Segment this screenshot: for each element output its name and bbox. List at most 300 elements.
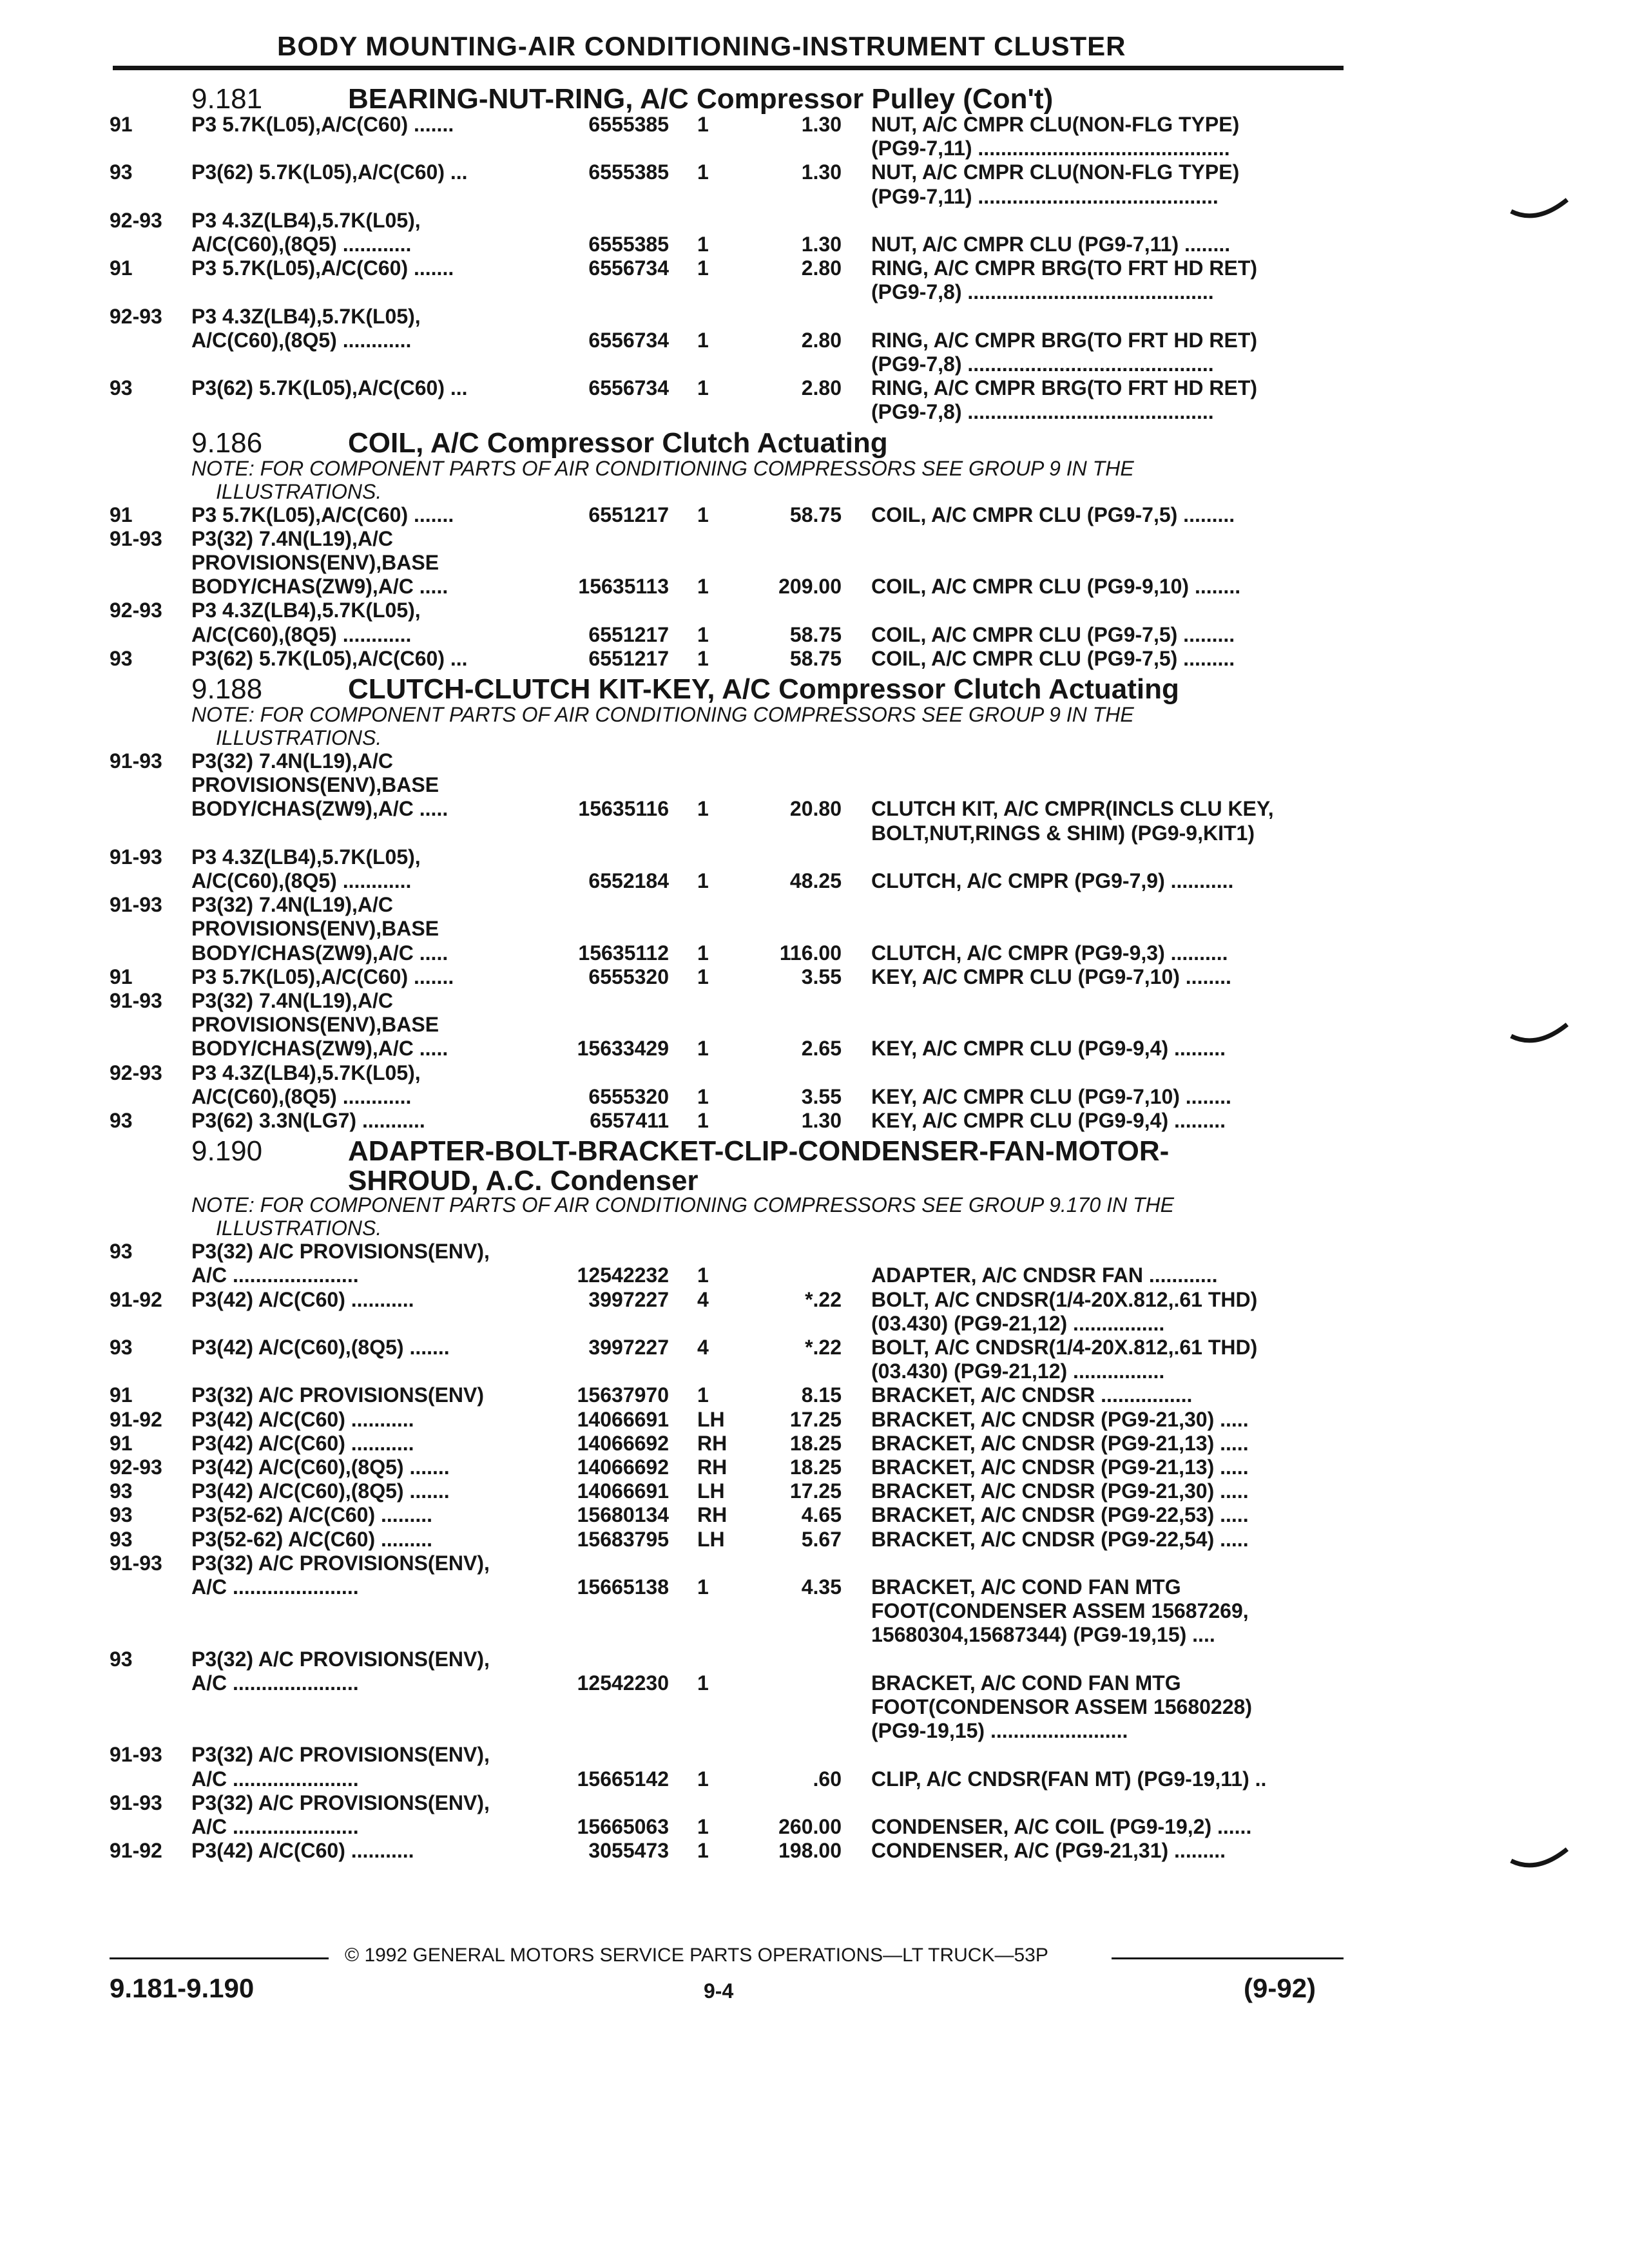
parts-row [0,1312,1629,1334]
part-name: (PG9-7,11) ............................................ [871,137,1230,160]
application: P3(32) A/C PROVISIONS(ENV), [191,1743,490,1767]
application: P3(42) A/C(C60),(8Q5) ....... [191,1456,450,1479]
part-name: KEY, A/C CMPR CLU (PG9-7,10) ........ [871,1084,1231,1108]
quantity: 1 [697,622,709,646]
price: 2.65 [801,1037,842,1061]
part-number: 14066691 [577,1479,669,1503]
parts-row [0,209,1629,231]
parts-row [0,1600,1629,1622]
application: P3 5.7K(L05),A/C(C60) ....... [191,965,454,988]
quantity: LH [697,1527,725,1551]
application: PROVISIONS(ENV),BASE [191,551,439,574]
application: P3(32) A/C PROVISIONS(ENV), [191,1240,490,1264]
model-years: 91 [110,113,133,136]
parts-row [0,305,1629,327]
part-number: 6555385 [588,160,669,184]
application: A/C(C60),(8Q5) ............ [191,233,412,256]
parts-row [0,774,1629,796]
model-years: 91 [110,503,133,526]
price: 17.25 [789,1407,842,1431]
application: BODY/CHAS(ZW9),A/C ..... [191,797,448,821]
price: .60 [813,1767,842,1791]
part-number: 6556734 [588,328,669,352]
price: 4.35 [801,1575,842,1599]
part-name: COIL, A/C CMPR CLU (PG9-7,5) ......... [871,646,1235,670]
part-name: (PG9-19,15) ........................ [871,1719,1128,1743]
part-number: 12542232 [577,1264,669,1287]
part-name: CLUTCH, A/C CMPR (PG9-7,9) ........... [871,869,1234,892]
part-number: 15635112 [578,941,669,965]
section-number: 9.190 [191,1135,263,1168]
model-years: 93 [110,1109,133,1132]
parts-row [0,137,1629,159]
model-years: 91 [110,965,133,988]
footer-range: 9.181-9.190 [110,1973,255,2003]
page-header: BODY MOUNTING-AIR CONDITIONING-INSTRUMENT CLUSTER [277,31,1126,61]
parts-row [0,990,1629,1012]
application: P3 4.3Z(LB4),5.7K(L05), [191,304,421,328]
application: A/C(C60),(8Q5) ............ [191,328,412,352]
model-years: 92-93 [110,599,162,622]
section-title: COIL, A/C Compressor Clutch Actuating [348,427,888,459]
price: 58.75 [789,622,842,646]
part-name: (PG9-7,8) ........................................... [871,280,1214,304]
price: *.22 [805,1336,842,1359]
parts-row [0,750,1629,772]
parts-row [0,377,1629,399]
parts-row [0,161,1629,183]
application: A/C ...................... [191,1767,359,1791]
part-name: (PG9-7,8) ........................................... [871,400,1214,424]
parts-row [0,1456,1629,1478]
model-years: 93 [110,1503,133,1527]
application: P3(32) 7.4N(L19),A/C [191,893,393,917]
application: P3 4.3Z(LB4),5.7K(L05), [191,208,421,232]
application: P3(32) A/C PROVISIONS(ENV) [191,1383,485,1407]
part-name: NUT, A/C CMPR CLU (PG9-7,11) ........ [871,233,1231,256]
price: 198.00 [778,1839,842,1863]
section-title: CLUTCH-CLUTCH KIT-KEY, A/C Compressor Clutch Actuating [348,673,1179,705]
price: 209.00 [778,575,842,599]
parts-row [0,401,1629,423]
part-name: RING, A/C CMPR BRG(TO FRT HD RET) [871,256,1258,280]
model-years: 92-93 [110,304,162,328]
quantity: 1 [697,113,709,136]
price: 20.80 [789,797,842,821]
part-name: BRACKET, A/C CNDSR (PG9-22,53) ..... [871,1503,1249,1527]
quantity: 1 [697,1037,709,1061]
quantity: 1 [697,1767,709,1791]
price: 1.30 [801,233,842,256]
section-number: 9.188 [191,673,263,705]
parts-row [0,1264,1629,1286]
quantity: 1 [697,1671,709,1695]
price: 5.67 [801,1527,842,1551]
section-note: ILLUSTRATIONS. [216,726,382,749]
part-number: 15633429 [577,1037,669,1061]
parts-row [0,281,1629,303]
parts-row [0,329,1629,351]
quantity: 1 [697,503,709,526]
section-heading [0,1136,1629,1167]
price: 1.30 [801,1109,842,1132]
model-years: 93 [110,1240,133,1264]
quantity: 1 [697,1575,709,1599]
application: P3 4.3Z(LB4),5.7K(L05), [191,845,421,869]
parts-row [0,257,1629,279]
application: P3(32) 7.4N(L19),A/C [191,989,393,1012]
part-name: CONDENSER, A/C COIL (PG9-19,2) ...... [871,1815,1252,1838]
part-number: 6556734 [588,376,669,400]
application: P3 5.7K(L05),A/C(C60) ....... [191,503,454,526]
parts-row [0,1792,1629,1814]
model-years: 93 [110,1647,133,1671]
part-number: 15683795 [577,1527,669,1551]
header-rule [113,66,1344,70]
section-note: NOTE: FOR COMPONENT PARTS OF AIR CONDITIONING COMPRESSORS SEE GROUP 9.170 IN THE [191,1193,1174,1217]
model-years: 93 [110,1336,133,1359]
part-name: KEY, A/C CMPR CLU (PG9-9,4) ......... [871,1109,1226,1132]
parts-row [0,870,1629,892]
quantity: RH [697,1456,728,1479]
application: P3 4.3Z(LB4),5.7K(L05), [191,599,421,622]
model-years: 93 [110,376,133,400]
quantity: 1 [697,1383,709,1407]
application: P3 5.7K(L05),A/C(C60) ....... [191,113,454,136]
section-heading [0,674,1629,705]
model-years: 93 [110,1527,133,1551]
price: 1.30 [801,160,842,184]
section-heading [0,1166,1629,1196]
part-name: (03.430) (PG9-21,12) ................ [871,1311,1165,1335]
part-number: 6556734 [588,256,669,280]
application: P3(32) 7.4N(L19),A/C [191,526,393,550]
application: PROVISIONS(ENV),BASE [191,917,439,941]
application: BODY/CHAS(ZW9),A/C ..... [191,941,448,965]
footer-rule-right [1112,1957,1344,1959]
quantity: RH [697,1431,728,1455]
application: P3(42) A/C(C60),(8Q5) ....... [191,1479,450,1503]
model-years: 91-93 [110,1743,162,1767]
part-name: FOOT(CONDENSOR ASSEM 15680228) [871,1695,1252,1718]
price: 58.75 [789,646,842,670]
parts-row [0,1289,1629,1311]
parts-row [0,1648,1629,1670]
application: P3(42) A/C(C60) ........... [191,1431,414,1455]
quantity: 1 [697,965,709,988]
parts-row [0,1624,1629,1646]
quantity: LH [697,1407,725,1431]
quantity: 1 [697,1109,709,1132]
application: PROVISIONS(ENV),BASE [191,773,439,797]
model-years: 91 [110,1383,133,1407]
price: 48.25 [789,869,842,892]
application: P3(42) A/C(C60) ........... [191,1407,414,1431]
application: P3(42) A/C(C60) ........... [191,1287,414,1311]
quantity: 1 [697,233,709,256]
parts-row [0,1744,1629,1765]
price: 260.00 [778,1815,842,1838]
model-years: 91 [110,1431,133,1455]
price: 18.25 [789,1431,842,1455]
application: BODY/CHAS(ZW9),A/C ..... [191,575,448,599]
part-name: COIL, A/C CMPR CLU (PG9-7,5) ......... [871,622,1235,646]
quantity: 1 [697,376,709,400]
model-years: 91-93 [110,893,162,917]
quantity: LH [697,1479,725,1503]
parts-row [0,942,1629,964]
price: 4.65 [801,1503,842,1527]
application: P3(62) 5.7K(L05),A/C(C60) ... [191,160,468,184]
price: 2.80 [801,376,842,400]
check-mark-icon [1508,193,1572,232]
part-name: BOLT,NUT,RINGS & SHIM) (PG9-9,KIT1) [871,821,1255,845]
application: P3 4.3Z(LB4),5.7K(L05), [191,1061,421,1084]
part-name: 15680304,15687344) (PG9-19,15) .... [871,1623,1215,1647]
application: P3 5.7K(L05),A/C(C60) ....... [191,256,454,280]
parts-row [0,1840,1629,1861]
part-number: 6552184 [588,869,669,892]
part-number: 6555320 [588,965,669,988]
part-name: NUT, A/C CMPR CLU(NON-FLG TYPE) [871,160,1240,184]
application: A/C(C60),(8Q5) ............ [191,869,412,892]
quantity: RH [697,1503,728,1527]
model-years: 91-93 [110,845,162,869]
quantity: 1 [697,256,709,280]
part-number: 15635116 [578,797,669,821]
parts-row [0,1408,1629,1430]
parts-row [0,1037,1629,1059]
parts-row [0,966,1629,988]
part-name: BRACKET, A/C CNDSR (PG9-22,54) ..... [871,1527,1249,1551]
quantity: 1 [697,1084,709,1108]
part-number: 6555385 [588,113,669,136]
section-number: 9.186 [191,427,263,459]
part-number: 15665138 [577,1575,669,1599]
parts-row [0,894,1629,916]
price: *.22 [805,1287,842,1311]
part-name: COIL, A/C CMPR CLU (PG9-9,10) ........ [871,575,1241,599]
parts-row [0,1672,1629,1694]
part-number: 14066692 [577,1431,669,1455]
parts-row [0,846,1629,868]
model-years: 91 [110,256,133,280]
price: 8.15 [801,1383,842,1407]
application: BODY/CHAS(ZW9),A/C ..... [191,1037,448,1061]
model-years: 91-93 [110,1551,162,1575]
model-years: 93 [110,646,133,670]
parts-row [0,1432,1629,1454]
parts-row [0,1696,1629,1718]
parts-row [0,1576,1629,1598]
parts-row [0,186,1629,207]
part-name: BRACKET, A/C COND FAN MTG [871,1671,1181,1695]
part-number: 6551217 [588,503,669,526]
parts-row [0,1720,1629,1742]
price: 17.25 [789,1479,842,1503]
application: P3(32) A/C PROVISIONS(ENV), [191,1647,490,1671]
part-name: FOOT(CONDENSER ASSEM 15687269, [871,1599,1249,1623]
application: P3(52-62) A/C(C60) ......... [191,1503,433,1527]
part-name: BRACKET, A/C CNDSR (PG9-21,30) ..... [871,1479,1249,1503]
application: P3(52-62) A/C(C60) ......... [191,1527,433,1551]
section-note: ILLUSTRATIONS. [216,479,382,503]
part-number: 15637970 [577,1383,669,1407]
parts-row [0,648,1629,669]
model-years: 92-93 [110,1061,162,1084]
part-name: BRACKET, A/C CNDSR (PG9-21,13) ..... [871,1431,1249,1455]
application: P3(32) 7.4N(L19),A/C [191,749,393,773]
parts-row [0,918,1629,939]
part-name: (PG9-7,11) .......................................... [871,184,1219,208]
model-years: 93 [110,1479,133,1503]
application: A/C(C60),(8Q5) ............ [191,1084,412,1108]
parts-row [0,1240,1629,1262]
part-name: (PG9-7,8) ........................................... [871,352,1214,376]
check-mark-icon [1508,1018,1572,1057]
section-note: ILLUSTRATIONS. [216,1216,382,1240]
parts-row [0,1336,1629,1358]
price: 18.25 [789,1456,842,1479]
part-number: 15665063 [577,1815,669,1838]
quantity: 1 [697,328,709,352]
part-name: (03.430) (PG9-21,12) ................ [871,1360,1165,1383]
parts-row [0,1360,1629,1382]
model-years: 91-93 [110,1791,162,1814]
part-name: RING, A/C CMPR BRG(TO FRT HD RET) [871,376,1258,400]
part-name: KEY, A/C CMPR CLU (PG9-7,10) ........ [871,965,1231,988]
part-number: 3997227 [588,1336,669,1359]
parts-row [0,822,1629,844]
model-years: 91-93 [110,749,162,773]
parts-row [0,1528,1629,1550]
quantity: 4 [697,1287,709,1311]
parts-row [0,1384,1629,1406]
part-name: NUT, A/C CMPR CLU(NON-FLG TYPE) [871,113,1240,136]
parts-row [0,1552,1629,1574]
model-years: 91-92 [110,1407,162,1431]
footer-page-number: 9-4 [704,1979,734,2003]
price: 3.55 [801,1084,842,1108]
part-number: 14066692 [577,1456,669,1479]
parts-row [0,233,1629,255]
price: 1.30 [801,113,842,136]
part-name: BOLT, A/C CNDSR(1/4-20X.812,.61 THD) [871,1336,1258,1359]
model-years: 92-93 [110,208,162,232]
section-number: 9.181 [191,83,263,115]
parts-row [0,624,1629,646]
application: A/C ...................... [191,1264,359,1287]
part-number: 15680134 [577,1503,669,1527]
parts-row [0,798,1629,820]
parts-row [0,1014,1629,1035]
section-title: BEARING-NUT-RING, A/C Compressor Pulley (Con't) [348,83,1054,115]
price: 58.75 [789,503,842,526]
section-title: SHROUD, A.C. Condenser [348,1165,699,1197]
section-title: ADAPTER-BOLT-BRACKET-CLIP-CONDENSER-FAN-MOTOR- [348,1135,1170,1168]
part-number: 6551217 [588,622,669,646]
parts-row [0,1480,1629,1502]
model-years: 91-92 [110,1287,162,1311]
application: PROVISIONS(ENV),BASE [191,1013,439,1037]
price: 2.80 [801,256,842,280]
part-name: CLUTCH, A/C CMPR (PG9-9,3) .......... [871,941,1228,965]
quantity: 1 [697,797,709,821]
model-years: 91-93 [110,989,162,1012]
quantity: 1 [697,1264,709,1287]
part-number: 14066691 [577,1407,669,1431]
parts-row [0,504,1629,526]
part-name: CLUTCH KIT, A/C CMPR(INCLS CLU KEY, [871,797,1274,821]
parts-row [0,353,1629,375]
parts-row [0,113,1629,135]
part-name: KEY, A/C CMPR CLU (PG9-9,4) ......... [871,1037,1226,1061]
application: P3(32) A/C PROVISIONS(ENV), [191,1551,490,1575]
quantity: 4 [697,1336,709,1359]
section-note: NOTE: FOR COMPONENT PARTS OF AIR CONDITIONING COMPRESSORS SEE GROUP 9 IN THE [191,456,1134,480]
part-name: RING, A/C CMPR BRG(TO FRT HD RET) [871,328,1258,352]
parts-row [0,1768,1629,1790]
application: A/C ...................... [191,1815,359,1838]
application: P3(32) A/C PROVISIONS(ENV), [191,1791,490,1814]
application: P3(62) 3.3N(LG7) ........... [191,1109,425,1132]
quantity: 1 [697,160,709,184]
part-name: CLIP, A/C CNDSR(FAN MT) (PG9-19,11) .. [871,1767,1267,1791]
application: P3(42) A/C(C60),(8Q5) ....... [191,1336,450,1359]
part-name: BOLT, A/C CNDSR(1/4-20X.812,.61 THD) [871,1287,1258,1311]
parts-row [0,1816,1629,1838]
application: A/C ...................... [191,1671,359,1695]
model-years: 92-93 [110,1456,162,1479]
quantity: 1 [697,1839,709,1863]
parts-row [0,1504,1629,1526]
footer-date: (9-92) [1244,1973,1316,2003]
part-number: 15635113 [578,575,669,599]
parts-row [0,1086,1629,1108]
quantity: 1 [697,941,709,965]
quantity: 1 [697,869,709,892]
part-number: 6555320 [588,1084,669,1108]
parts-row [0,599,1629,621]
application: P3(62) 5.7K(L05),A/C(C60) ... [191,646,468,670]
model-years: 91-92 [110,1839,162,1863]
part-name: CONDENSER, A/C (PG9-21,31) ......... [871,1839,1226,1863]
price: 2.80 [801,328,842,352]
price: 116.00 [779,941,842,965]
application: A/C ...................... [191,1575,359,1599]
section-heading [0,84,1629,115]
part-number: 6557411 [590,1109,669,1132]
part-number: 3055473 [588,1839,669,1863]
parts-row [0,552,1629,573]
parts-row [0,575,1629,597]
part-name: BRACKET, A/C CNDSR ................ [871,1383,1193,1407]
part-name: ADAPTER, A/C CNDSR FAN ............ [871,1264,1218,1287]
application: P3(42) A/C(C60) ........... [191,1839,414,1863]
application: P3(62) 5.7K(L05),A/C(C60) ... [191,376,468,400]
footer-rule-left [110,1957,329,1959]
part-number: 3997227 [588,1287,669,1311]
model-years: 93 [110,160,133,184]
model-years: 91-93 [110,526,162,550]
parts-row [0,528,1629,550]
quantity: 1 [697,646,709,670]
section-heading [0,428,1629,459]
part-number: 6551217 [588,646,669,670]
parts-row [0,1110,1629,1131]
section-note: NOTE: FOR COMPONENT PARTS OF AIR CONDITIONING COMPRESSORS SEE GROUP 9 IN THE [191,703,1134,726]
part-name: BRACKET, A/C CNDSR (PG9-21,30) ..... [871,1407,1249,1431]
